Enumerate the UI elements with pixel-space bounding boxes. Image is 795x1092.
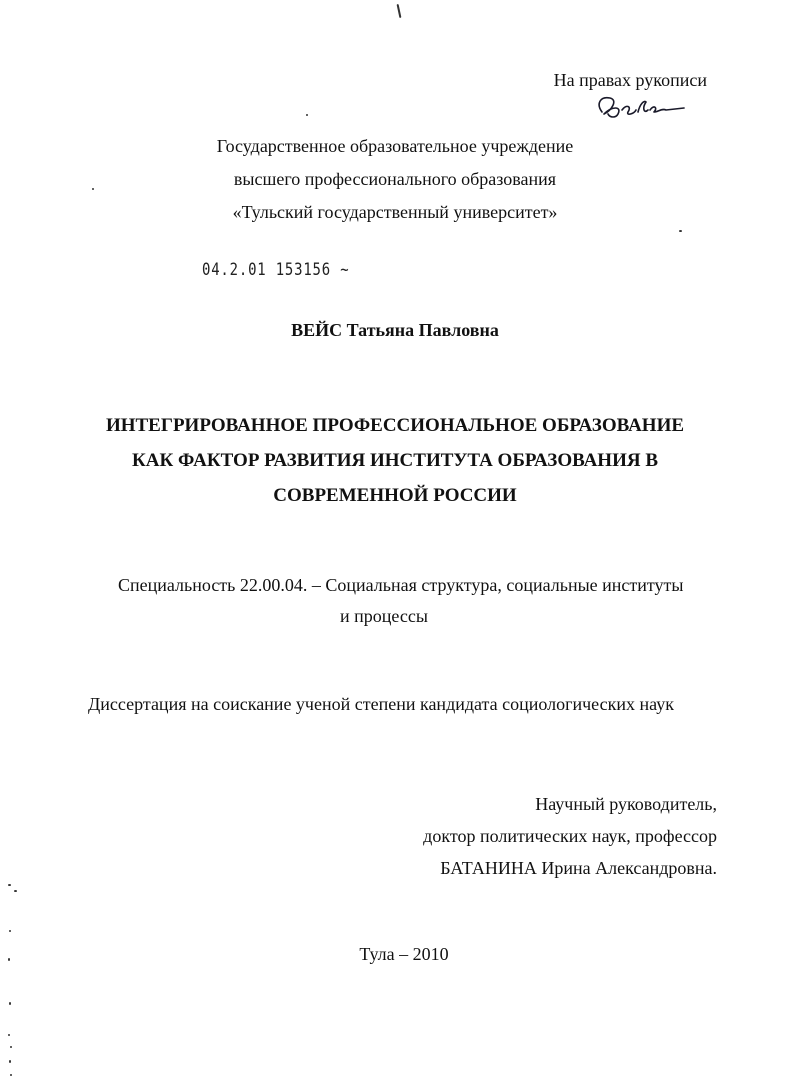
dissertation-purpose: Диссертация на соискание ученой степени кандидата социологических наук [88, 694, 674, 714]
institution-line: «Тульский государственный университет» [232, 202, 558, 222]
specialty-line: и процессы [340, 606, 428, 626]
dissertation-title [0, 408, 790, 513]
title-line: ИНТЕГРИРОВАННОЕ ПРОФЕССИОНАЛЬНОЕ ОБРАЗОВАНИЕ [105, 415, 685, 436]
supervisor-degree: доктор политических наук, профессор [423, 826, 717, 846]
institution-line: высшего профессионального образования [233, 169, 557, 189]
manuscript-rights-note: На правах рукописи [553, 70, 707, 90]
author-signature [588, 90, 688, 124]
author-name: ВЕЙС Татьяна Павловна [291, 320, 499, 340]
institution-block [0, 130, 790, 229]
supervisor-block [423, 788, 717, 884]
title-line: СОВРЕМЕННОЙ РОССИИ [273, 485, 517, 506]
supervisor-role: Научный руководитель, [535, 794, 717, 814]
title-line: КАК ФАКТОР РАЗВИТИЯ ИНСТИТУТА ОБРАЗОВАНИЯ В [131, 450, 659, 471]
city-year: Тула – 2010 [359, 944, 449, 964]
institution-line: Государственное образовательное учреждение [216, 136, 574, 156]
registry-number-stamp: 04.2.01 153156 ~ [202, 260, 350, 280]
specialty-line: Специальность 22.00.04. – Социальная структура, социальные институты [118, 575, 684, 595]
supervisor-name: БАТАНИНА Ирина Александровна. [440, 858, 717, 878]
